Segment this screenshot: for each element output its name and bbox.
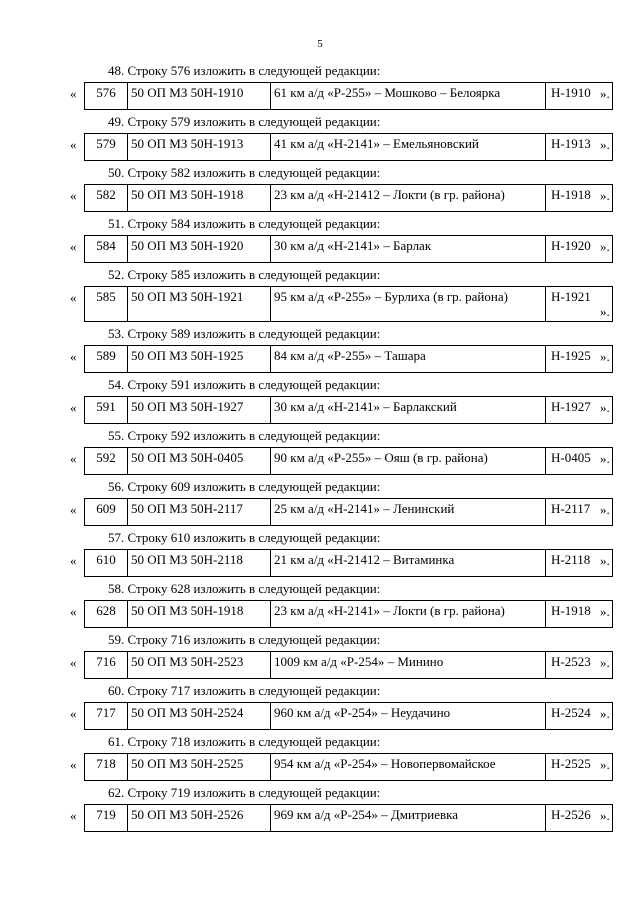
amendment-block: [0, 733, 640, 784]
road-id-cell: Н-0405: [546, 448, 613, 475]
road-name-cell: 95 км а/д «Р-255» – Бурлиха (в гр. района): [271, 287, 546, 322]
amendment-row: [0, 233, 640, 266]
closing-quote: ».: [600, 706, 610, 721]
road-name-cell: 23 км а/д «Н-21412 – Локти (в гр. района): [271, 185, 546, 212]
row-number-cell: 592: [85, 448, 128, 475]
amendment-block: [0, 427, 640, 478]
opening-quote: «: [70, 604, 77, 619]
road-table-row: [84, 345, 613, 373]
row-number-cell: 591: [85, 397, 128, 424]
road-code-cell: 50 ОП МЗ 50Н-1925: [128, 346, 271, 373]
amendment-row: [0, 343, 640, 376]
amendment-block: [0, 113, 640, 164]
row-number-cell: 609: [85, 499, 128, 526]
opening-quote: «: [70, 706, 77, 721]
closing-quote: ».: [600, 400, 610, 415]
amendment-row: [0, 445, 640, 478]
amendment-block: [0, 529, 640, 580]
amendment-block: [0, 478, 640, 529]
road-code-cell: 50 ОП МЗ 50Н-2117: [128, 499, 271, 526]
opening-quote: «: [70, 655, 77, 670]
road-id-cell: Н-2525: [546, 754, 613, 781]
road-table-row: [84, 600, 613, 628]
road-name-cell: 30 км а/д «Н-2141» – Барлакский: [271, 397, 546, 424]
amendment-row: [0, 700, 640, 733]
road-code-cell: 50 ОП МЗ 50Н-1927: [128, 397, 271, 424]
amendment-block: [0, 580, 640, 631]
road-code-cell: 50 ОП МЗ 50Н-1920: [128, 236, 271, 263]
page-number: 5: [317, 38, 323, 50]
closing-quote: ».: [600, 188, 610, 203]
road-code-cell: 50 ОП МЗ 50Н-2526: [128, 805, 271, 832]
amendment-instruction: 49. Строку 579 изложить в следующей редакции:: [108, 114, 381, 129]
closing-quote: ».: [600, 553, 610, 568]
road-name-cell: 969 км а/д «Р-254» – Дмитриевка: [271, 805, 546, 832]
road-name-cell: 61 км а/д «Р-255» – Мошково – Белоярка: [271, 83, 546, 110]
row-number-cell: 576: [85, 83, 128, 110]
closing-quote: ».: [600, 502, 610, 517]
road-id-cell: Н-2524: [546, 703, 613, 730]
road-code-cell: 50 ОП МЗ 50Н-1918: [128, 185, 271, 212]
road-code-cell: 50 ОП МЗ 50Н-2523: [128, 652, 271, 679]
road-name-cell: 41 км а/д «Н-2141» – Емельяновский: [271, 134, 546, 161]
road-name-cell: 84 км а/д «Р-255» – Ташара: [271, 346, 546, 373]
amendment-instruction: 59. Строку 716 изложить в следующей редакции:: [108, 632, 381, 647]
road-table-row: [84, 396, 613, 424]
closing-quote: ».: [600, 757, 610, 772]
opening-quote: «: [70, 400, 77, 415]
closing-quote: ».: [600, 239, 610, 254]
road-name-cell: 1009 км а/д «Р-254» – Минино: [271, 652, 546, 679]
road-id-cell: Н-1910: [546, 83, 613, 110]
road-name-cell: 23 км а/д «Н-2141» – Локти (в гр. района): [271, 601, 546, 628]
road-id-cell: Н-1921: [546, 287, 613, 322]
road-code-cell: 50 ОП МЗ 50Н-2118: [128, 550, 271, 577]
row-number-cell: 717: [85, 703, 128, 730]
closing-quote: ».: [600, 86, 610, 101]
row-number-cell: 718: [85, 754, 128, 781]
road-table-row: [84, 235, 613, 263]
opening-quote: «: [70, 349, 77, 364]
amendment-instruction: 57. Строку 610 изложить в следующей редакции:: [108, 530, 381, 545]
amendment-instruction: 62. Строку 719 изложить в следующей редакции:: [108, 785, 381, 800]
road-code-cell: 50 ОП МЗ 50Н-2525: [128, 754, 271, 781]
row-number-cell: 579: [85, 134, 128, 161]
amendment-instruction: 54. Строку 591 изложить в следующей редакции:: [108, 377, 381, 392]
amendment-instruction: 61. Строку 718 изложить в следующей редакции:: [108, 734, 381, 749]
road-id-cell: Н-1927: [546, 397, 613, 424]
road-code-cell: 50 ОП МЗ 50Н-2524: [128, 703, 271, 730]
row-number-cell: 582: [85, 185, 128, 212]
amendment-block: [0, 631, 640, 682]
road-table-row: [84, 651, 613, 679]
road-name-cell: 960 км а/д «Р-254» – Неудачино: [271, 703, 546, 730]
road-id-cell: Н-2526: [546, 805, 613, 832]
opening-quote: «: [70, 502, 77, 517]
amendment-block: [0, 164, 640, 215]
road-name-cell: 90 км а/д «Р-255» – Ояш (в гр. района): [271, 448, 546, 475]
road-id-cell: Н-2118: [546, 550, 613, 577]
amendment-row: [0, 131, 640, 164]
closing-quote: ».: [600, 451, 610, 466]
road-table-row: [84, 447, 613, 475]
amendment-instruction: 50. Строку 582 изложить в следующей редакции:: [108, 165, 381, 180]
closing-quote: ».: [600, 808, 610, 823]
road-table-row: [84, 82, 613, 110]
amendment-instruction: 48. Строку 576 изложить в следующей редакции:: [108, 63, 381, 78]
road-code-cell: 50 ОП МЗ 50Н-1910: [128, 83, 271, 110]
amendment-row: [0, 598, 640, 631]
road-code-cell: 50 ОП МЗ 50Н-1913: [128, 134, 271, 161]
road-id-cell: Н-1925: [546, 346, 613, 373]
amendment-instruction: 52. Строку 585 изложить в следующей редакции:: [108, 267, 381, 282]
road-name-cell: 30 км а/д «Н-2141» – Барлак: [271, 236, 546, 263]
opening-quote: «: [70, 137, 77, 152]
closing-quote: ».: [600, 655, 610, 670]
amendment-row: [0, 649, 640, 682]
road-name-cell: 25 км а/д «Н-2141» – Ленинский: [271, 499, 546, 526]
road-table-row: [84, 133, 613, 161]
row-number-cell: 719: [85, 805, 128, 832]
amendment-row: [0, 496, 640, 529]
road-id-cell: Н-1918: [546, 601, 613, 628]
road-table-row: [84, 702, 613, 730]
opening-quote: «: [70, 451, 77, 466]
closing-quote: ».: [600, 304, 610, 319]
road-id-cell: Н-2117: [546, 499, 613, 526]
row-number-cell: 610: [85, 550, 128, 577]
amendment-instruction: 51. Строку 584 изложить в следующей редакции:: [108, 216, 381, 231]
opening-quote: «: [70, 290, 77, 305]
opening-quote: «: [70, 808, 77, 823]
road-name-cell: 21 км а/д «Н-21412 – Витаминка: [271, 550, 546, 577]
opening-quote: «: [70, 553, 77, 568]
row-number-cell: 584: [85, 236, 128, 263]
amendment-row: [0, 80, 640, 113]
amendment-instruction: 60. Строку 717 изложить в следующей редакции:: [108, 683, 381, 698]
road-table-row: [84, 804, 613, 832]
road-id-cell: Н-1920: [546, 236, 613, 263]
amendment-block: [0, 784, 640, 835]
row-number-cell: 585: [85, 287, 128, 322]
amendment-instruction: 58. Строку 628 изложить в следующей редакции:: [108, 581, 381, 596]
row-number-cell: 589: [85, 346, 128, 373]
closing-quote: ».: [600, 604, 610, 619]
amendment-instruction: 56. Строку 609 изложить в следующей редакции:: [108, 479, 381, 494]
road-table-row: [84, 184, 613, 212]
amendments-list: [0, 62, 640, 835]
road-table-row: [84, 498, 613, 526]
amendment-row: [0, 394, 640, 427]
amendment-block: [0, 266, 640, 325]
amendment-row: [0, 284, 640, 325]
amendment-block: [0, 682, 640, 733]
amendment-block: [0, 325, 640, 376]
row-number-cell: 628: [85, 601, 128, 628]
road-id-cell: Н-1913: [546, 134, 613, 161]
opening-quote: «: [70, 86, 77, 101]
road-table-row: [84, 549, 613, 577]
road-code-cell: 50 ОП МЗ 50Н-1921: [128, 287, 271, 322]
amendment-block: [0, 376, 640, 427]
road-table-row: [84, 753, 613, 781]
closing-quote: ».: [600, 137, 610, 152]
opening-quote: «: [70, 239, 77, 254]
road-name-cell: 954 км а/д «Р-254» – Новопервомайское: [271, 754, 546, 781]
road-code-cell: 50 ОП МЗ 50Н-1918: [128, 601, 271, 628]
amendment-row: [0, 751, 640, 784]
amendment-instruction: 53. Строку 589 изложить в следующей редакции:: [108, 326, 381, 341]
road-table-row: [84, 286, 613, 322]
opening-quote: «: [70, 757, 77, 772]
amendment-block: [0, 62, 640, 113]
road-code-cell: 50 ОП МЗ 50Н-0405: [128, 448, 271, 475]
amendment-instruction: 55. Строку 592 изложить в следующей редакции:: [108, 428, 381, 443]
row-number-cell: 716: [85, 652, 128, 679]
amendment-row: [0, 182, 640, 215]
opening-quote: «: [70, 188, 77, 203]
amendment-row: [0, 547, 640, 580]
closing-quote: ».: [600, 349, 610, 364]
amendment-block: [0, 215, 640, 266]
road-id-cell: Н-1918: [546, 185, 613, 212]
road-id-cell: Н-2523: [546, 652, 613, 679]
amendment-row: [0, 802, 640, 835]
